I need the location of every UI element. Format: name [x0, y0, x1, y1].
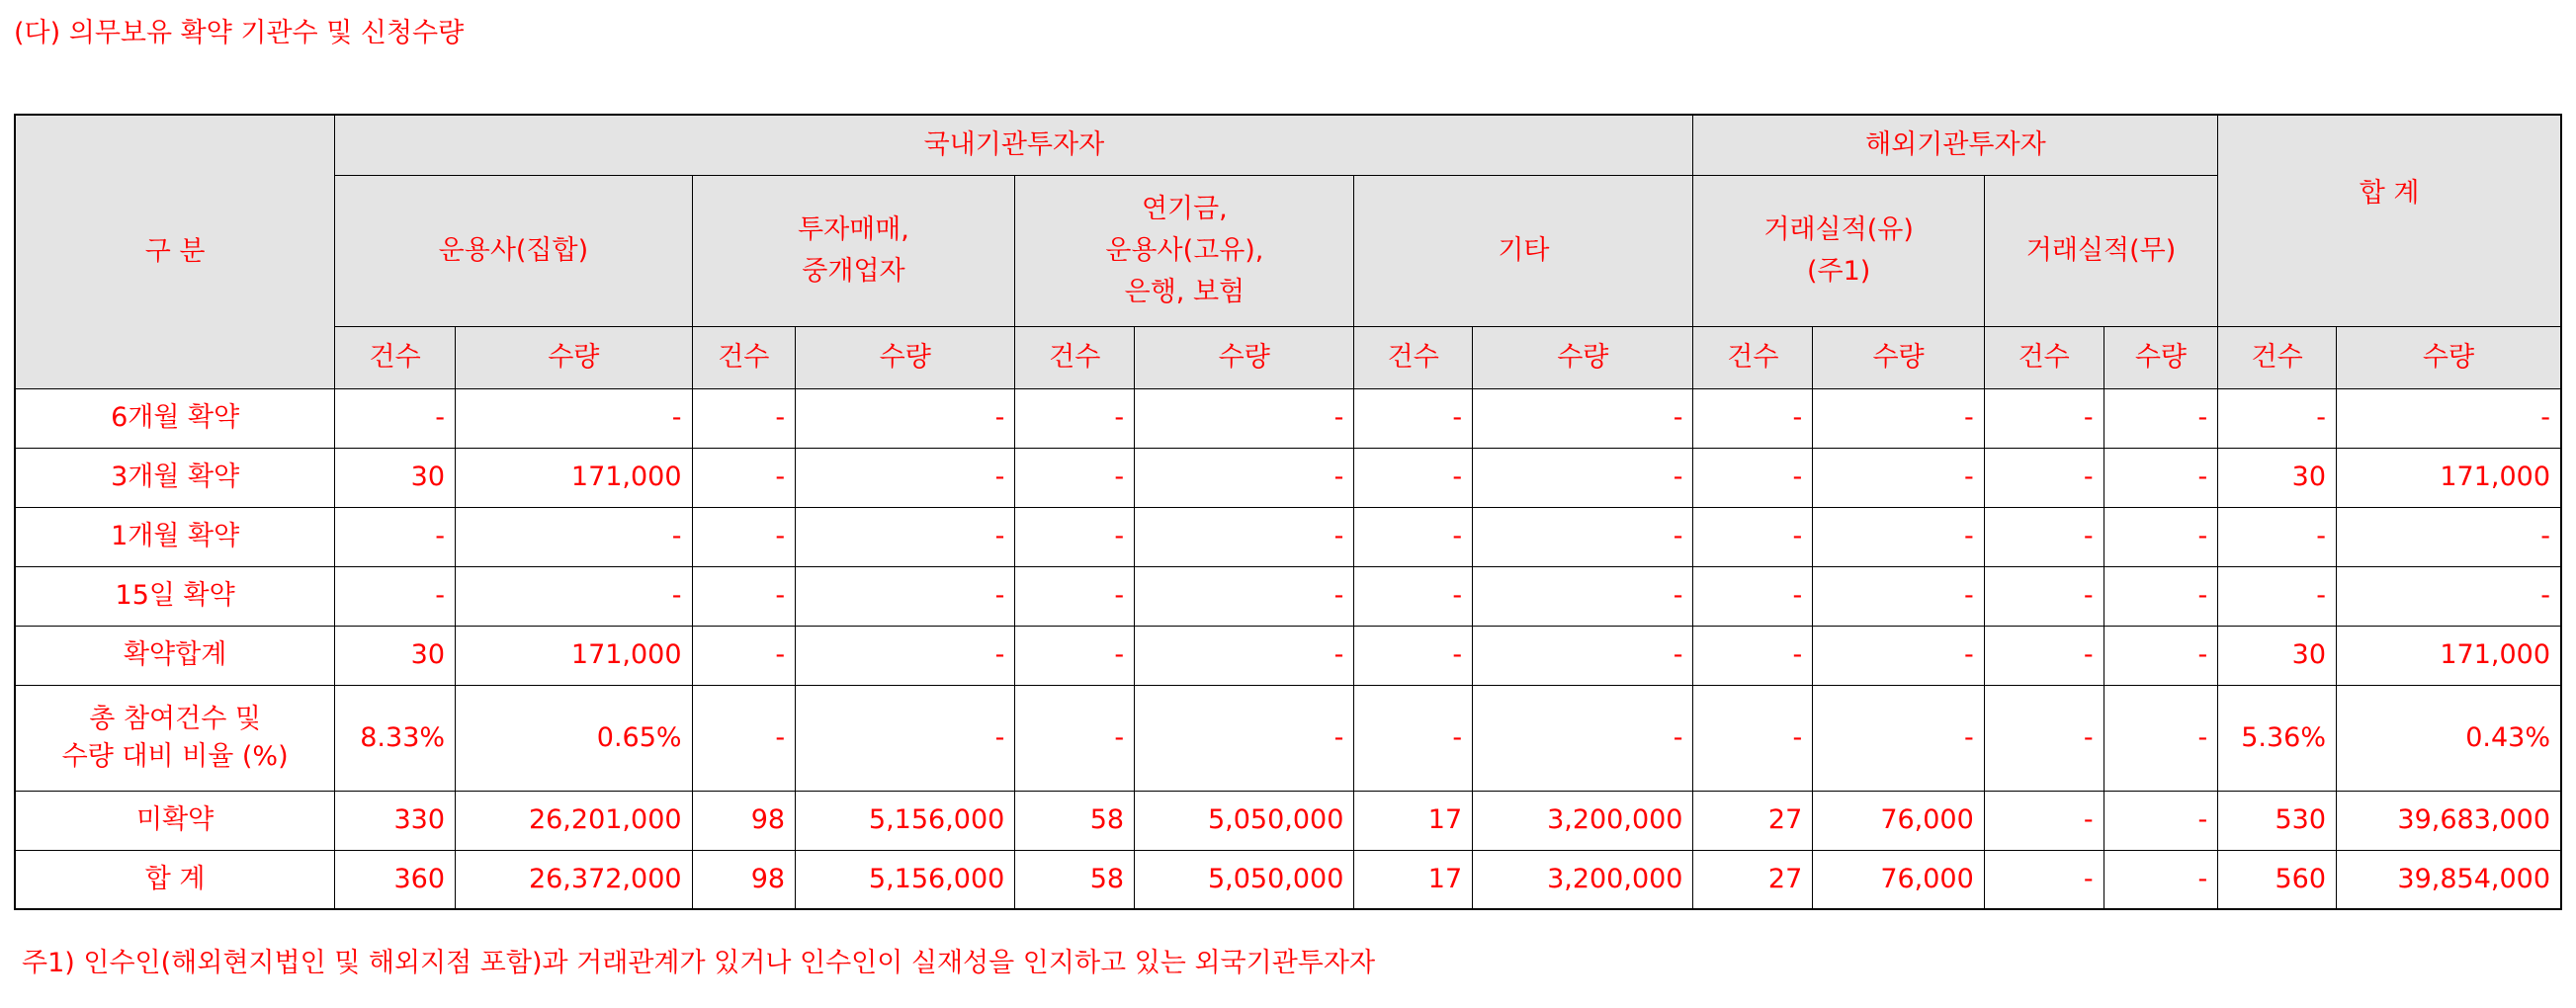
table-row [15, 566, 2561, 626]
header-quantity: 수량 [2337, 326, 2561, 388]
count-cell: - [335, 566, 456, 626]
header-count: 건수 [1693, 326, 1813, 388]
quantity-cell: - [1135, 388, 1354, 448]
count-cell: - [335, 507, 456, 566]
count-cell: - [1693, 626, 1813, 685]
quantity-cell: 26,372,000 [456, 850, 693, 909]
quantity-cell: 171,000 [2337, 626, 2561, 685]
header-count: 건수 [692, 326, 796, 388]
row-label-line: 수량 대비 비율 (%) [61, 740, 289, 772]
header-quantity: 수량 [796, 326, 1015, 388]
quantity-cell: - [1473, 566, 1693, 626]
row-label-line: 총 참여건수 및 [89, 703, 261, 734]
count-cell: 30 [335, 448, 456, 507]
quantity-cell: - [2337, 507, 2561, 566]
header-count: 건수 [2218, 326, 2337, 388]
row-label [15, 850, 335, 909]
quantity-cell: - [1813, 566, 1985, 626]
row-label [15, 626, 335, 685]
quantity-cell: 76,000 [1813, 791, 1985, 850]
count-cell: - [1693, 566, 1813, 626]
table-row [15, 850, 2561, 909]
count-cell: - [692, 507, 796, 566]
count-cell: - [2218, 566, 2337, 626]
section-title: (다) 의무보유 확약 기관수 및 신청수량 [14, 18, 465, 48]
quantity-cell: - [1813, 626, 1985, 685]
row-label-line: 15일 확약 [115, 580, 235, 611]
quantity-cell: 0.43% [2337, 685, 2561, 791]
header-deal-record-yes [1693, 175, 1984, 326]
quantity-cell: 76,000 [1813, 850, 1985, 909]
count-cell: 360 [335, 850, 456, 909]
header-count: 건수 [1984, 326, 2104, 388]
header-investment-trading-line1: 투자매매, [797, 213, 909, 245]
count-cell: 58 [1015, 850, 1135, 909]
count-cell: - [1015, 566, 1135, 626]
quantity-cell: 39,854,000 [2337, 850, 2561, 909]
quantity-cell: - [2104, 388, 2218, 448]
quantity-cell: 0.65% [456, 685, 693, 791]
quantity-cell: - [2104, 507, 2218, 566]
count-cell: - [692, 448, 796, 507]
row-label [15, 448, 335, 507]
table-row [15, 791, 2561, 850]
row-label [15, 566, 335, 626]
count-cell: - [1984, 388, 2104, 448]
header-investment-trading [692, 175, 1015, 326]
quantity-cell: - [1135, 566, 1354, 626]
header-asset-management: 운용사(집합) [335, 175, 692, 326]
row-label-line: 1개월 확약 [111, 521, 240, 551]
row-label [15, 388, 335, 448]
quantity-cell: 3,200,000 [1473, 791, 1693, 850]
quantity-cell: - [1135, 507, 1354, 566]
header-count: 건수 [1015, 326, 1135, 388]
quantity-cell: - [2337, 388, 2561, 448]
table-row [15, 685, 2561, 791]
count-cell: - [1984, 791, 2104, 850]
row-label-line: 합 계 [144, 863, 206, 894]
quantity-cell: 5,156,000 [796, 791, 1015, 850]
count-cell: - [1015, 388, 1135, 448]
row-label-line: 3개월 확약 [111, 462, 240, 492]
quantity-cell: - [2104, 791, 2218, 850]
count-cell: - [1984, 507, 2104, 566]
count-cell: - [1354, 448, 1473, 507]
quantity-cell: - [796, 566, 1015, 626]
count-cell: 17 [1354, 850, 1473, 909]
header-quantity: 수량 [1135, 326, 1354, 388]
quantity-cell: - [1473, 507, 1693, 566]
quantity-cell: - [2104, 685, 2218, 791]
count-cell: - [335, 388, 456, 448]
count-cell: - [1354, 626, 1473, 685]
header-deal-record-no: 거래실적(무) [1984, 175, 2217, 326]
count-cell: - [2218, 507, 2337, 566]
count-cell: - [1015, 507, 1135, 566]
header-deal-record-yes-line1: 거래실적(유) [1763, 213, 1914, 245]
count-cell: - [1015, 685, 1135, 791]
count-cell: - [1354, 685, 1473, 791]
row-label-line: 확약합계 [123, 639, 227, 670]
quantity-cell: 5,050,000 [1135, 850, 1354, 909]
row-label-line: 미확약 [136, 804, 215, 835]
quantity-cell: - [1473, 685, 1693, 791]
header-total: 합 계 [2218, 115, 2561, 326]
quantity-cell: 5,050,000 [1135, 791, 1354, 850]
row-label [15, 507, 335, 566]
header-deal-record-yes-line2: (주1) [1806, 255, 1871, 287]
header-count: 건수 [1354, 326, 1473, 388]
quantity-cell: - [796, 685, 1015, 791]
quantity-cell: - [456, 388, 693, 448]
count-cell: - [1984, 850, 2104, 909]
quantity-cell: - [1135, 685, 1354, 791]
header-quantity: 수량 [1813, 326, 1985, 388]
count-cell: 330 [335, 791, 456, 850]
header-quantity: 수량 [1473, 326, 1693, 388]
quantity-cell: - [2104, 566, 2218, 626]
count-cell: - [692, 685, 796, 791]
table-row [15, 626, 2561, 685]
quantity-cell: 26,201,000 [456, 791, 693, 850]
quantity-cell: - [2104, 850, 2218, 909]
quantity-cell: - [2104, 626, 2218, 685]
count-cell: 98 [692, 850, 796, 909]
quantity-cell: 39,683,000 [2337, 791, 2561, 850]
quantity-cell: - [796, 388, 1015, 448]
count-cell: - [1984, 566, 2104, 626]
count-cell: 17 [1354, 791, 1473, 850]
quantity-cell: 5,156,000 [796, 850, 1015, 909]
quantity-cell: 171,000 [2337, 448, 2561, 507]
table-row [15, 507, 2561, 566]
row-label [15, 685, 335, 791]
count-cell: 27 [1693, 850, 1813, 909]
count-cell: - [1693, 507, 1813, 566]
header-foreign-investors: 해외기관투자자 [1693, 115, 2218, 175]
count-cell: - [1354, 566, 1473, 626]
header-pension-bank-insurance [1015, 175, 1354, 326]
count-cell: - [1984, 626, 2104, 685]
table-row [15, 388, 2561, 448]
header-quantity: 수량 [2104, 326, 2218, 388]
header-domestic-investors: 국내기관투자자 [335, 115, 1693, 175]
count-cell: 30 [2218, 626, 2337, 685]
header-pension-line3: 은행, 보험 [1124, 276, 1245, 307]
quantity-cell: - [1473, 448, 1693, 507]
quantity-cell: - [2104, 448, 2218, 507]
count-cell: 530 [2218, 791, 2337, 850]
header-quantity: 수량 [456, 326, 693, 388]
row-label-line: 6개월 확약 [111, 402, 240, 433]
count-cell: - [1693, 448, 1813, 507]
quantity-cell: - [1135, 448, 1354, 507]
quantity-cell: - [2337, 566, 2561, 626]
quantity-cell: - [456, 566, 693, 626]
count-cell: 27 [1693, 791, 1813, 850]
quantity-cell: - [1813, 448, 1985, 507]
header-pension-line1: 연기금, [1141, 193, 1228, 224]
count-cell: - [692, 566, 796, 626]
header-category: 구 분 [15, 115, 335, 388]
count-cell: - [2218, 388, 2337, 448]
count-cell: - [1354, 507, 1473, 566]
count-cell: - [1693, 685, 1813, 791]
quantity-cell: - [796, 626, 1015, 685]
quantity-cell: - [1813, 507, 1985, 566]
count-cell: 58 [1015, 791, 1135, 850]
footnote: 주1) 인수인(해외현지법인 및 해외지점 포함)과 거래관계가 있거나 인수인이 실재성을 인지하고 있는 외국기관투자자 [22, 948, 1376, 978]
count-cell: - [692, 626, 796, 685]
quantity-cell: - [456, 507, 693, 566]
quantity-cell: - [796, 448, 1015, 507]
count-cell: - [1693, 388, 1813, 448]
table-row [15, 448, 2561, 507]
table-header [15, 115, 2561, 388]
count-cell: - [1015, 448, 1135, 507]
quantity-cell: 3,200,000 [1473, 850, 1693, 909]
lockup-commitment-table [14, 114, 2562, 910]
quantity-cell: 171,000 [456, 448, 693, 507]
header-investment-trading-line2: 중개업자 [802, 255, 905, 287]
count-cell: 5.36% [2218, 685, 2337, 791]
header-count: 건수 [335, 326, 456, 388]
count-cell: - [1354, 388, 1473, 448]
row-label [15, 791, 335, 850]
quantity-cell: - [796, 507, 1015, 566]
quantity-cell: 171,000 [456, 626, 693, 685]
count-cell: 30 [335, 626, 456, 685]
count-cell: 560 [2218, 850, 2337, 909]
quantity-cell: - [1135, 626, 1354, 685]
quantity-cell: - [1473, 388, 1693, 448]
count-cell: - [692, 388, 796, 448]
quantity-cell: - [1473, 626, 1693, 685]
count-cell: 8.33% [335, 685, 456, 791]
count-cell: 30 [2218, 448, 2337, 507]
count-cell: - [1984, 685, 2104, 791]
count-cell: - [1984, 448, 2104, 507]
header-pension-line2: 운용사(고유), [1105, 234, 1264, 266]
quantity-cell: - [1813, 685, 1985, 791]
count-cell: 98 [692, 791, 796, 850]
quantity-cell: - [1813, 388, 1985, 448]
table-body [15, 388, 2561, 909]
header-other: 기타 [1354, 175, 1693, 326]
count-cell: - [1015, 626, 1135, 685]
